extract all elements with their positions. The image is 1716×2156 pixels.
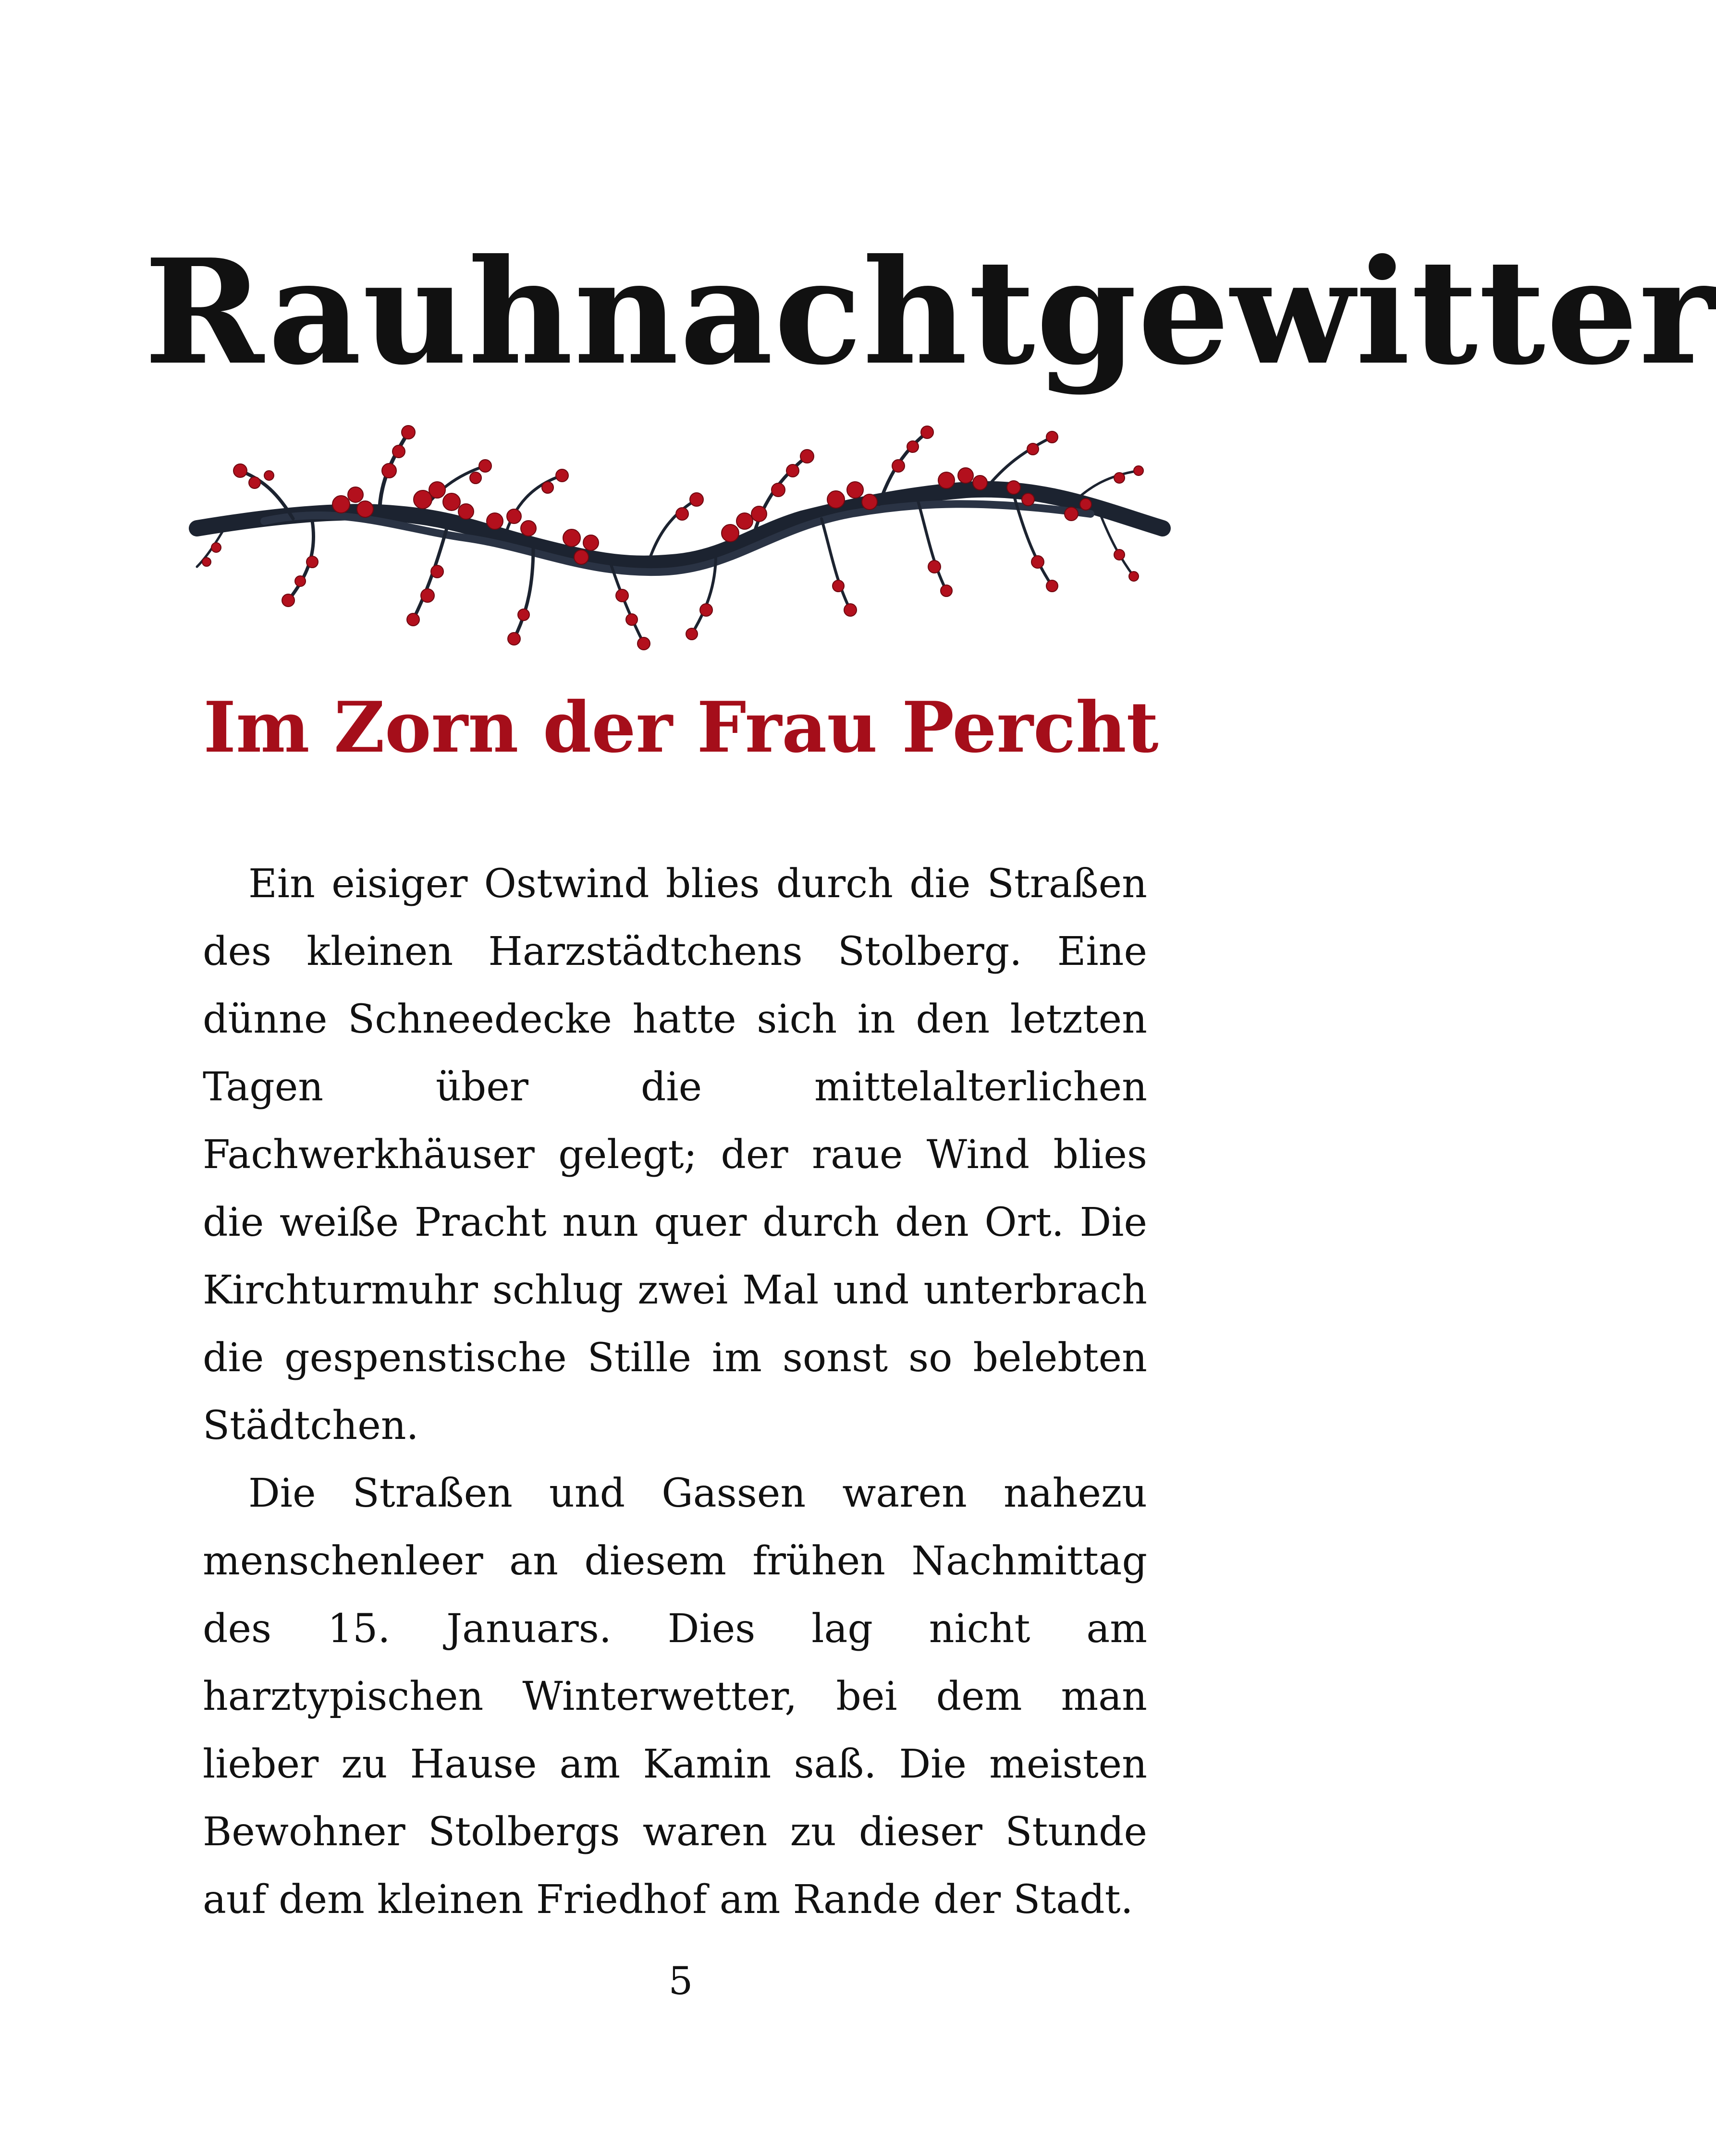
chapter-title: Rauhnachtgewitter [144,227,1716,397]
paragraph: Die Straßen und Gassen waren nahezu menschenleer an diesem frühen Nachmittag des 15. Januars. Dies lag nicht am harztypischen Winterwetter, bei dem man lieber zu Hause am Kamin saß. Die meisten Bewohner Stolbergs waren zu dieser Stunde auf dem kleinen Friedhof am Rande der Stadt. [203,1471,1147,1923]
paragraph: Ein eisiger Ostwind blies durch die Straßen des kleinen Harzstädtchens Stolberg. Eine dünne Schneedecke hatte sich in den letzten Tagen über die mittelalterlichen Fachwerkhäuser gelegt; der raue Wind blies die weiße Pracht nun quer durch den Ort. Die Kirchturmuhr schlug zwei Mal und unterbrach die gespenstische Stille im sonst so belebten Städtchen. [203,861,1147,1449]
body-text [203,850,1147,1934]
chapter-subtitle: Im Zorn der Frau Percht [203,687,1159,768]
page-number: 5 [668,1959,693,2003]
branch-with-red-berries-icon [197,418,1163,658]
